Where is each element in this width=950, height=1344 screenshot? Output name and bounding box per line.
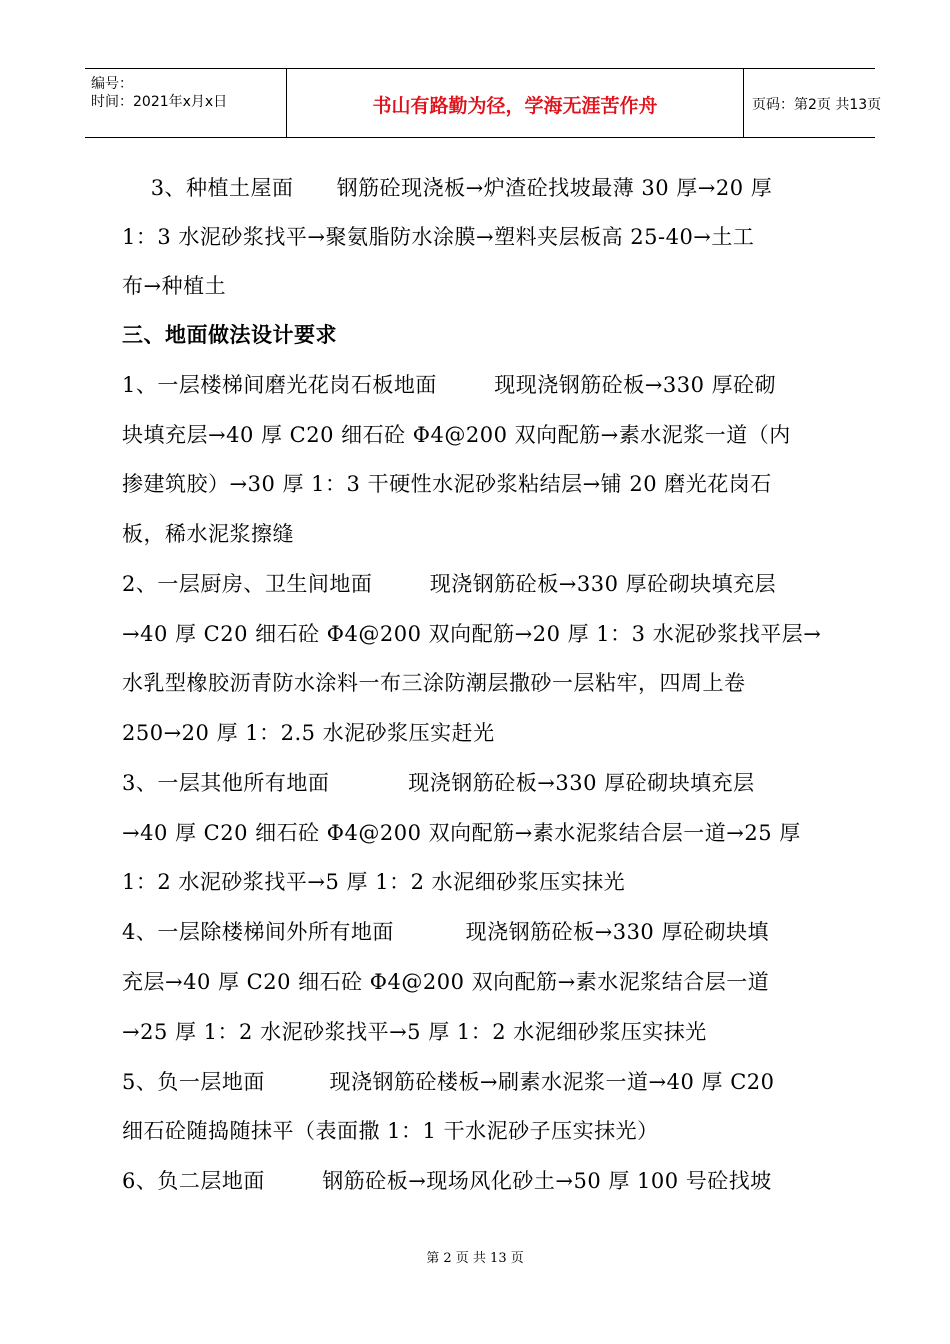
text-line: 布→种植土 [122,274,227,298]
text-line: 3、种植土屋面 钢筋砼现浇板→炉渣砼找坡最薄 30 厚→20 厚 [122,176,773,200]
text-line: 掺建筑胶）→30 厚 1：3 干硬性水泥砂浆粘结层→铺 20 磨光花岗石 [122,472,772,496]
text-line: 3、一层其他所有地面 现浇钢筋砼板→330 厚砼砌块填充层 [122,771,755,795]
text-line: →40 厚 C20 细石砼 Φ4@200 双向配筋→20 厚 1：3 水泥砂浆找平层→ [122,622,822,646]
text-line: 6、负二层地面 钢筋砼板→现场风化砂土→50 厚 100 号砼找坡 [122,1169,772,1193]
number-label: 编号： [91,76,133,92]
page-header [85,68,882,138]
header-page-cell [744,69,882,137]
text-line: 板，稀水泥浆擦缝 [122,522,294,546]
text-line: 5、负一层地面 现浇钢筋砼楼板→刷素水泥浆一道→40 厚 C20 [122,1070,775,1094]
text-line: 1：3 水泥砂浆找平→聚氨脂防水涂膜→塑料夹层板高 25-40→土工 [122,225,755,249]
text-line: →40 厚 C20 细石砼 Φ4@200 双向配筋→素水泥浆结合层一道→25 厚 [122,821,801,845]
header-info-cell [85,69,287,137]
text-line: 细石砼随捣随抹平（表面撒 1：1 干水泥砂子压实抹光） [122,1119,659,1143]
text-line: 1、一层楼梯间磨光花岗石板地面 现现浇钢筋砼板→330 厚砼砌 [122,373,777,397]
motto: 书山有路勤为径，学海无涯苦作舟 [372,95,658,117]
text-line: 1：2 水泥砂浆找平→5 厚 1：2 水泥细砂浆压实抹光 [122,870,626,894]
text-line: 水乳型橡胶沥青防水涂料一布三涂防潮层撒砂一层粘牢，四周上卷 [122,671,746,695]
text-line: 块填充层→40 厚 C20 细石砼 Φ4@200 双向配筋→素水泥浆一道（内 [122,423,791,447]
text-line: 4、一层除楼梯间外所有地面 现浇钢筋砼板→330 厚砼砌块填 [122,920,769,944]
time-label: 时间：2021年x月x日 [91,94,228,110]
header-motto-cell [287,69,744,137]
text-line: 250→20 厚 1：2.5 水泥砂浆压实赶光 [122,721,495,745]
page-footer: 第 2 页 共 13 页 [426,1251,524,1266]
section-heading: 三、地面做法设计要求 [122,322,337,347]
page-number-label: 页码：第2页 共13页 [752,97,882,113]
text-line: 充层→40 厚 C20 细石砼 Φ4@200 双向配筋→素水泥浆结合层一道 [122,970,770,994]
text-line: 2、一层厨房、卫生间地面 现浇钢筋砼板→330 厚砼砌块填充层 [122,572,777,596]
text-line: →25 厚 1：2 水泥砂浆找平→5 厚 1：2 水泥细砂浆压实抹光 [122,1020,707,1044]
